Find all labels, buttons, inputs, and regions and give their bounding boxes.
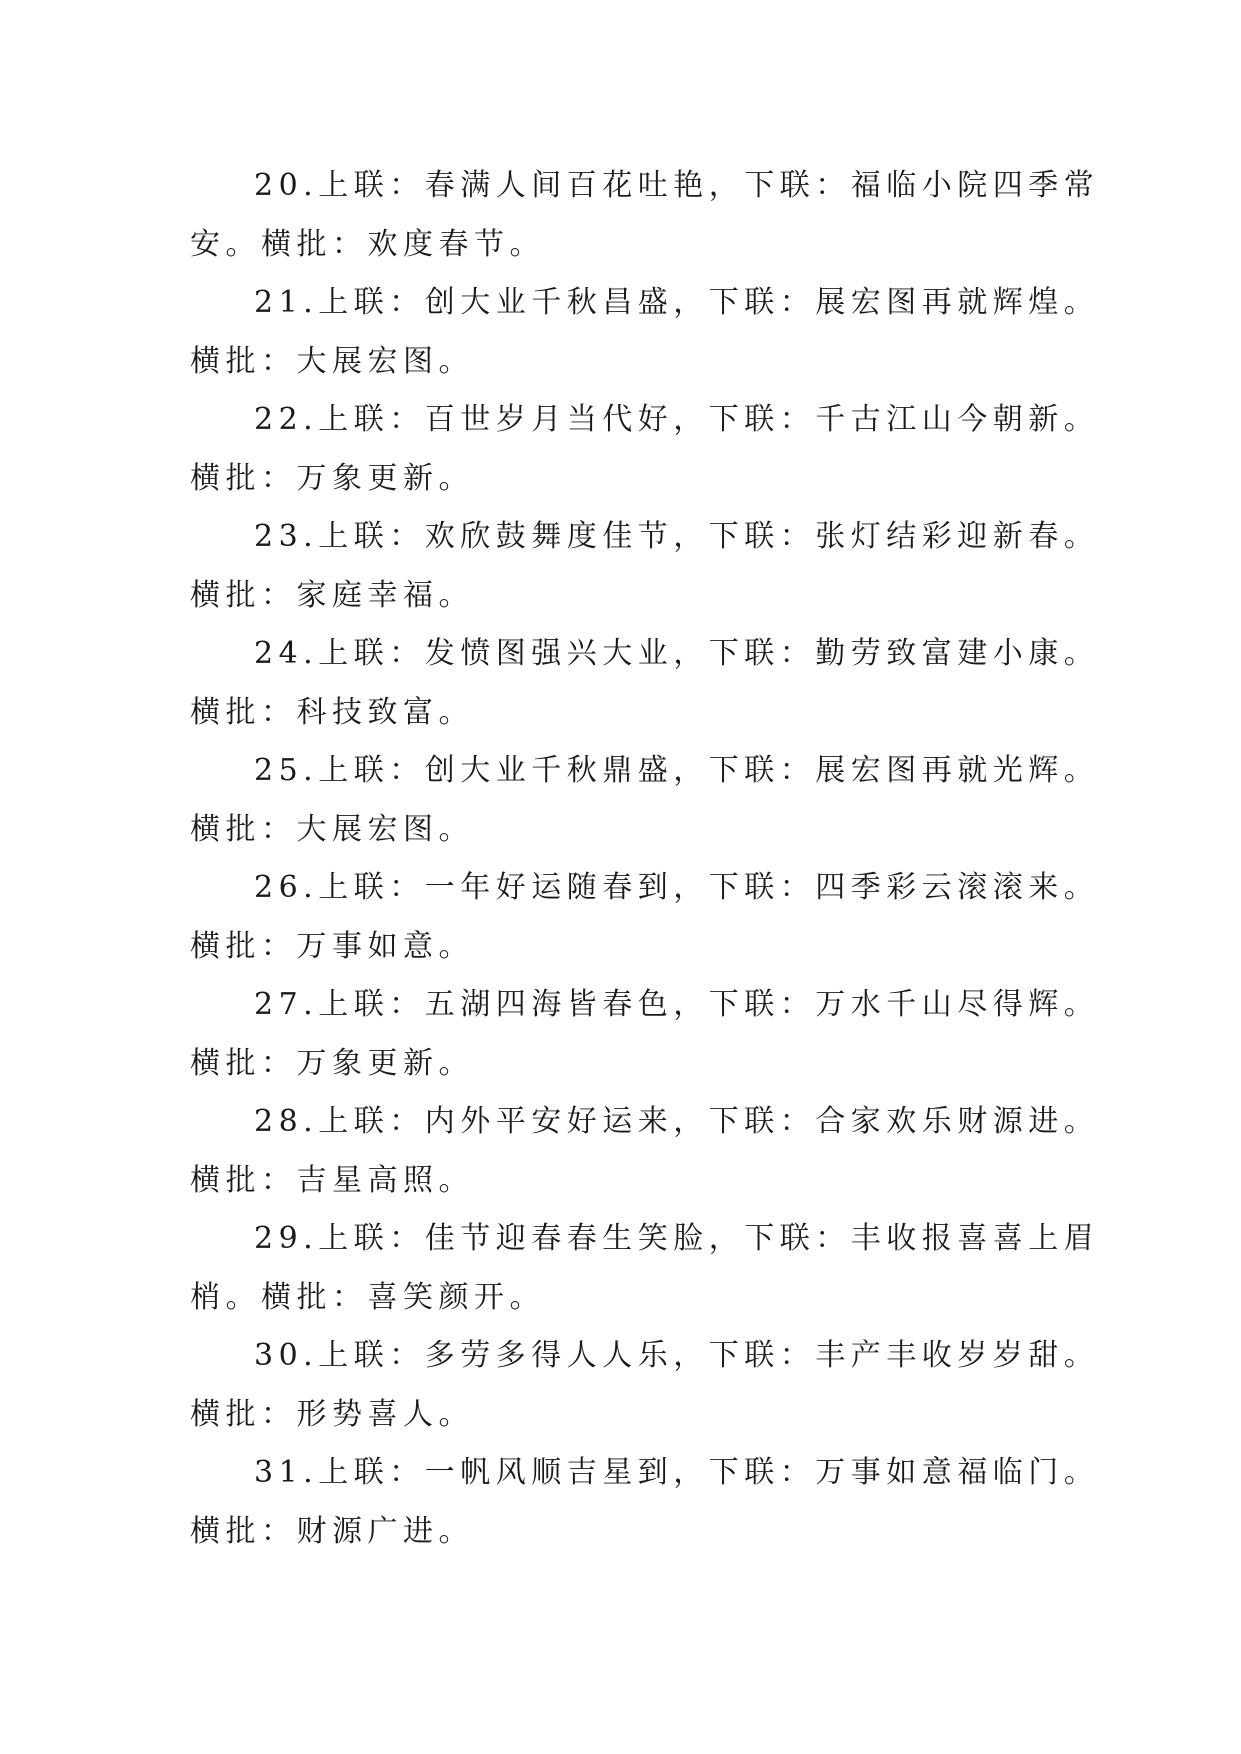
- couplet-entry-28: [190, 1093, 1100, 1210]
- entry-text: 上联：内外平安好运来，下联：合家欢乐财源进。: [318, 1104, 1100, 1139]
- entry-text: 上联：发愤图强兴大业，下联：勤劳致富建小康。: [318, 636, 1100, 671]
- entry-number: 29.: [254, 1221, 319, 1256]
- couplet-entry-30: [190, 1327, 1100, 1444]
- entry-line-2: 横批：科技致富。: [190, 694, 474, 730]
- entry-line-2: 横批：大展宏图。: [190, 343, 474, 379]
- entry-line-2: 横批：万象更新。: [190, 1045, 474, 1081]
- entry-line-1: [190, 508, 1100, 567]
- entry-line-1: [190, 859, 1100, 918]
- entry-line-2: 横批：大展宏图。: [190, 811, 474, 847]
- entry-number: 30.: [254, 1338, 319, 1373]
- entry-text: 上联：一帆风顺吉星到，下联：万事如意福临门。: [318, 1455, 1100, 1490]
- entry-line-1: [190, 274, 1100, 333]
- entry-number: 27.: [254, 987, 319, 1022]
- entry-text: 上联：一年好运随春到，下联：四季彩云滚滚来。: [318, 870, 1100, 905]
- entry-number: 23.: [254, 519, 319, 554]
- entry-line-2: 横批：吉星高照。: [190, 1162, 474, 1198]
- entry-line-2: 安。横批：欢度春节。: [190, 226, 545, 262]
- entry-line-2: 梢。横批：喜笑颜开。: [190, 1279, 545, 1315]
- entry-line-1: [190, 157, 1100, 216]
- entry-text: 上联：多劳多得人人乐，下联：丰产丰收岁岁甜。: [318, 1338, 1100, 1373]
- entry-text: 上联：创大业千秋昌盛，下联：展宏图再就辉煌。: [318, 285, 1100, 320]
- entry-line-1: [190, 1093, 1100, 1152]
- couplet-entry-24: [190, 625, 1100, 742]
- entry-line-2: 横批：财源广进。: [190, 1513, 474, 1549]
- entry-line-1: [190, 742, 1100, 801]
- entry-line-1: [190, 976, 1100, 1035]
- entry-text: 上联：创大业千秋鼎盛，下联：展宏图再就光辉。: [318, 753, 1100, 788]
- entry-number: 25.: [254, 753, 319, 788]
- couplet-entry-20: [190, 157, 1100, 274]
- couplet-entry-26: [190, 859, 1100, 976]
- entry-number: 26.: [254, 870, 319, 905]
- entry-text: 上联：五湖四海皆春色，下联：万水千山尽得辉。: [318, 987, 1100, 1022]
- entry-text: 上联：佳节迎春春生笑脸，下联：丰收报喜喜上眉: [318, 1221, 1100, 1256]
- entry-text: 上联：春满人间百花吐艳，下联：福临小院四季常: [318, 168, 1100, 203]
- couplet-entry-27: [190, 976, 1100, 1093]
- entry-line-2: 横批：万象更新。: [190, 460, 474, 496]
- entry-line-2: 横批：家庭幸福。: [190, 577, 474, 613]
- entry-line-1: [190, 1444, 1100, 1503]
- entry-line-2: 横批：万事如意。: [190, 928, 474, 964]
- entry-text: 上联：欢欣鼓舞度佳节，下联：张灯结彩迎新春。: [318, 519, 1100, 554]
- couplet-list: [190, 157, 1100, 1561]
- entry-line-2: 横批：形势喜人。: [190, 1396, 474, 1432]
- couplet-entry-31: [190, 1444, 1100, 1561]
- couplet-entry-21: [190, 274, 1100, 391]
- couplet-entry-23: [190, 508, 1100, 625]
- entry-line-1: [190, 625, 1100, 684]
- entry-line-1: [190, 1327, 1100, 1386]
- entry-number: 21.: [254, 285, 319, 320]
- couplet-entry-22: [190, 391, 1100, 508]
- entry-number: 24.: [254, 636, 319, 671]
- couplet-entry-25: [190, 742, 1100, 859]
- entry-line-1: [190, 391, 1100, 450]
- entry-number: 22.: [254, 402, 319, 437]
- entry-number: 31.: [254, 1455, 319, 1490]
- couplet-entry-29: [190, 1210, 1100, 1327]
- entry-number: 28.: [254, 1104, 319, 1139]
- entry-number: 20.: [254, 168, 319, 203]
- entry-line-1: [190, 1210, 1100, 1269]
- entry-text: 上联：百世岁月当代好，下联：千古江山今朝新。: [318, 402, 1100, 437]
